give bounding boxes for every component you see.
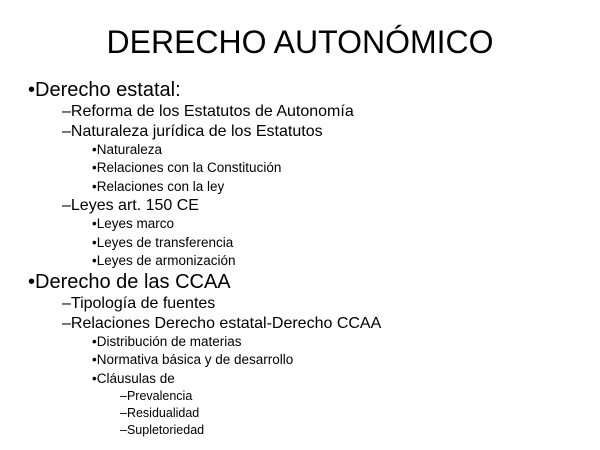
outline-item-naturaleza-juridica: –Naturaleza jurídica de los Estatutos [62,123,323,140]
outline-item-tipologia-fuentes: –Tipología de fuentes [62,295,216,312]
outline-item-supletoriedad: –Supletoriedad [120,423,205,437]
outline-item-derecho-estatal: •Derecho estatal: [28,79,181,101]
outline-item-relaciones-ley: •Relaciones con la ley [92,179,225,194]
slide-title: DERECHO AUTONÓMICO [106,24,494,60]
outline-item-relaciones-derecho: –Relaciones Derecho estatal-Derecho CCAA [62,315,382,332]
outline-item-relaciones-constitucion: •Relaciones con la Constitución [92,160,282,175]
outline-item-leyes-armonizacion: •Leyes de armonización [92,253,236,268]
outline-item-distribucion-materias: •Distribución de materias [92,334,242,349]
outline-item-leyes-marco: •Leyes marco [92,216,175,231]
outline-item-residualidad: –Residualidad [120,406,200,420]
outline-item-derecho-ccaa: •Derecho de las CCAA [28,271,231,293]
outline-item-leyes-transferencia: •Leyes de transferencia [92,235,234,250]
outline-item-prevalencia: –Prevalencia [120,389,193,403]
outline-item-normativa-basica: •Normativa básica y de desarrollo [92,352,294,367]
outline-item-leyes-art-150: –Leyes art. 150 CE [62,197,199,214]
outline-item-clausulas: •Cláusulas de [92,371,175,386]
outline-item-reforma-estatutos: –Reforma de los Estatutos de Autonomía [62,103,354,120]
outline-item-naturaleza: •Naturaleza [92,142,163,157]
